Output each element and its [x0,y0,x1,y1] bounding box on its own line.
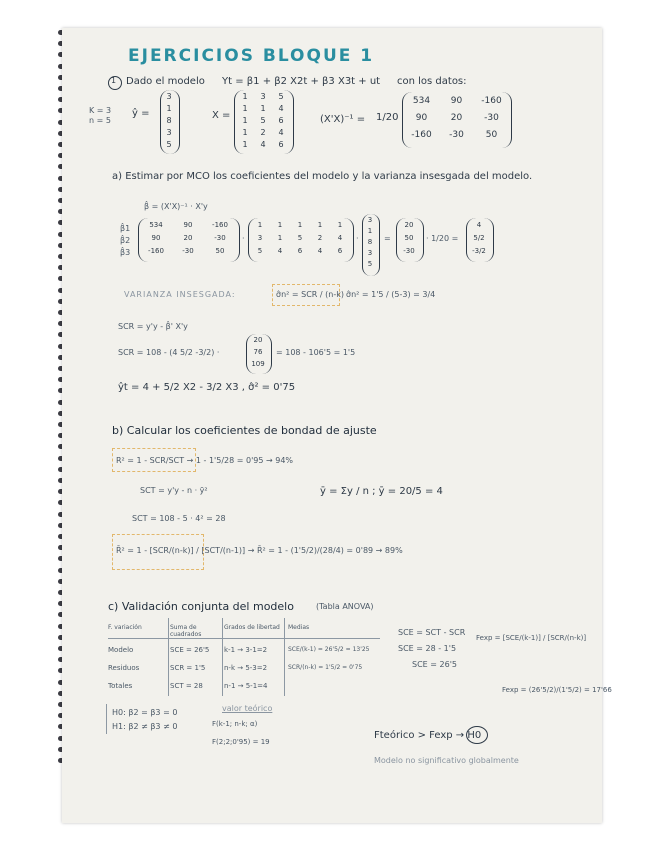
matrix-cell: 5 [166,140,172,149]
matrix-cell: 1 [317,221,323,229]
matrix-cell: 3 [166,92,172,101]
matrix-cell: 6 [278,140,284,149]
matrix-cell: 1 [242,140,248,149]
matrix-cell: 1 [277,234,283,242]
matrix-cell: -160 [411,130,432,140]
matrix-cell: 4 [278,104,284,113]
matrix-cell: 6 [297,247,303,255]
anova-header-cell: Grados de libertad [224,624,280,631]
matrix-cell: 90 [450,96,463,106]
beta3-label: β̂3 [120,248,131,257]
matrix-cell: 50 [215,247,225,255]
fexp-calc: Fexp = (26'5/2)/(1'5/2) = 17'66 [502,686,612,694]
matrix-cell: 90 [183,221,193,229]
anova-cell: SCE = 26'5 [170,646,210,654]
matrix-cell: 4 [260,140,266,149]
anova-cell: n-1 → 5-1=4 [224,682,268,690]
alt-hypothesis: H1: β2 ≠ β3 ≠ 0 [112,722,178,731]
matrix-cell: 1 [166,104,172,113]
y-label: ŷ = [132,108,150,119]
critical-line-2: F(2;2;0'95) = 19 [212,738,270,746]
matrix-cell: 3 [166,128,172,137]
matrix-cell: 4 [277,247,283,255]
matrix-cell: -30 [214,234,226,242]
matrix-cell: 76 [253,348,263,356]
notebook-page: EJERCICIOS BLOQUE 1 1 Dado el modelo Yt = β1 + β2 X2t + β3 X3t + ut con los datos: K = 3 n = 5 ŷ = 3 1 8 3 5 X = 1 3 5 1 1 4 1 5 6 1 2 4 1 4 6 (X'X)⁻¹ = 1/20 534 90 -160 90 20 -30 -160 -30 50 a) Estimar por MCO los coeficientes del modelo y la varianza insesgada del modelo. β̂ = (X'X)⁻¹ · X'y β̂1 β̂2 β̂3 534 90 -160 90 20 -30 -160 -30 50 · 1 1 1 1 1 3 1 5 2 4 5 4 6 4 6 · 3 1 8 3 5 = 20 50 -30 · 1/20 = 4 5/2 -3/2 VARIANZA INSESGADA: σ̂n² = SCR / (n-k) σ̂n² = 1'5 / (5-3) = 3/4 SCR = y'y - β̂' X'y SCR = 108 - (4 5/2 -3/2) · 20 76 109 = 108 - 106'5 = 1'5 ŷt = 4 + 5/2 X2 - 3/2 X3 , σ̂² = 0'75 b) Calcular los coeficientes de bondad de ajuste R² = 1 - SCR/SCT → 1 - 1'5/28 = 0'95 → 94% SCT = y'y - n · ȳ² ȳ = Σy / n ; ȳ = 20/5 = 4 SCT = 108 - 5 · 4² = 28 R̄² = 1 - [SCR/(n-k)] / [SCT/(n-1)] → R̄² = 1 - (1'5/2)/(28/4) = 0'89 → 89% c) Validación conjunta del modelo (Tabla ANOVA) F. variación Suma de cuadrados Grados de libertad Medias Modelo SCE = 26'5 k-1 → 3-1=2 SCE/(k-1) = 26'5/2 = 13'25 Residuos SCR = 1'5 n-k → 5-3=2 SCR/(n-k) = 1'5/2 = 0'75 Totales SCT = 28 n-1 → 5-1=4 SCE = SCT - SCR SCE = 28 - 1'5 SCE = 26'5 Fexp = [SCE/(k-1)] / [SCR/(n-k)] Fexp = (26'5/2)/(1'5/2) = 17'66 H0: β2 = β3 = 0 H1: β2 ≠ β3 ≠ 0 valor teórico F(k-1; n-k; α) F(2;2;0'95) = 19 Fteórico > Fexp → H0 Modelo no significativo globalmente [62,28,602,823]
r2-adj: R̄² = 1 - [SCR/(n-k)] / [SCT/(n-1)] → R̄² = 1 - (1'5/2)/(28/4) = 0'89 → 89% [116,546,403,555]
conclusion: Modelo no significativo globalmente [374,756,519,765]
matrix-cell: 50 [485,130,498,140]
critical-value-title: valor teórico [222,704,273,713]
matrix-cell: -160 [212,221,228,229]
matrix-cell: 1 [242,104,248,113]
x-label: X = [212,110,231,121]
xtx-inv-factor: 1/20 [376,112,399,123]
problem-number: 1 [111,76,117,85]
matrix-cell: 20 [253,336,263,344]
fitted-model: ŷt = 4 + 5/2 X2 - 3/2 X3 , σ̂² = 0'75 [118,382,296,393]
anova-cell: Totales [108,682,133,690]
matrix-cell: 5 [367,260,373,268]
sce-line-1: SCE = SCT - SCR [398,628,466,637]
xtx-inv-label: (X'X)⁻¹ = [320,114,366,125]
matrix-cell: 1 [242,116,248,125]
anova-cell: Modelo [108,646,134,654]
matrix-cell: 3 [260,92,266,101]
matrix-cell: 1 [367,227,373,235]
beta2-label: β̂2 [120,236,131,245]
matrix-cell: 5 [260,116,266,125]
matrix-cell: 90 [415,113,428,123]
anova-cell: SCE/(k-1) = 26'5/2 = 13'25 [288,646,370,653]
matrix-cell: 4 [317,247,323,255]
scr-formula: SCR = y'y - β̂' X'y [118,322,188,331]
matrix-cell: 5 [257,247,263,255]
matrix-cell: 8 [367,238,373,246]
matrix-cell: 1 [277,221,283,229]
critical-line-1: F(k-1; n-k; α) [212,720,258,728]
page-title: EJERCICIOS BLOQUE 1 [128,46,375,66]
matrix-cell: -30 [182,247,194,255]
matrix-cell: 90 [151,234,161,242]
matrix-cell: 2 [317,234,323,242]
part-a-heading: a) Estimar por MCO los coeficientes del modelo y la varianza insesgada del modelo. [112,171,533,182]
fexp-formula: Fexp = [SCE/(k-1)] / [SCR/(n-k)] [476,634,587,642]
matrix-cell: 5 [278,92,284,101]
sce-line-2: SCE = 28 - 1'5 [398,644,457,653]
table-header-divider [108,638,380,639]
matrix-cell: 8 [166,116,172,125]
matrix-cell: -160 [148,247,164,255]
anova-header-cell: Medias [288,624,310,631]
matrix-cell: 4 [337,234,343,242]
sce-line-3: SCE = 26'5 [412,660,457,669]
matrix-cell: 20 [183,234,193,242]
y-bar: ȳ = Σy / n ; ȳ = 20/5 = 4 [320,486,443,497]
matrix-cell: 3 [367,249,373,257]
anova-cell: SCR = 1'5 [170,664,206,672]
matrix-cell: 50 [404,234,414,242]
matrix-cell: 3 [367,216,373,224]
beta1-label: β̂1 [120,224,131,233]
matrix-cell: 3 [257,234,263,242]
null-hypothesis: H0: β2 = β3 = 0 [112,708,178,717]
problem-intro: Dado el modelo [126,76,205,87]
part-c-subheading: (Tabla ANOVA) [316,602,374,611]
anova-cell: SCR/(n-k) = 1'5/2 = 0'75 [288,664,363,671]
with-data-text: con los datos: [397,76,467,87]
anova-cell: k-1 → 3-1=2 [224,646,268,654]
matrix-cell: 1 [242,92,248,101]
r2-formula: R² = 1 - SCR/SCT → 1 - 1'5/28 = 0'95 → 94% [116,456,294,465]
anova-header-cell: Suma de cuadrados [170,624,202,638]
matrix-cell: 4 [278,128,284,137]
variance-formula: σ̂n² = SCR / (n-k) [276,290,344,299]
matrix-cell: 20 [404,221,414,229]
matrix-cell: -160 [481,96,502,106]
anova-header-cell: F. variación [108,624,142,631]
matrix-cell: 534 [149,221,163,229]
anova-cell: n-k → 5-3=2 [224,664,268,672]
division-factor: · 1/20 = [426,234,459,243]
matrix-cell: 1 [260,104,266,113]
sct-formula: SCT = y'y - n · ȳ² [140,486,208,495]
matrix-cell: 534 [412,96,431,106]
part-b-heading: b) Calcular los coeficientes de bondad de ajuste [112,424,377,437]
matrix-cell: -3/2 [472,247,486,255]
scr-calc-right: = 108 - 106'5 = 1'5 [276,348,356,357]
variance-label: VARIANZA INSESGADA: [124,290,236,299]
decision: Fteórico > Fexp → H0 [374,730,482,741]
matrix-cell: -30 [403,247,415,255]
model-equation: Yt = β1 + β2 X2t + β3 X3t + ut [222,76,381,87]
matrix-cell: 1 [297,221,303,229]
matrix-cell: 1 [242,128,248,137]
matrix-cell: 1 [337,221,343,229]
matrix-cell: 5 [297,234,303,242]
matrix-cell: 6 [337,247,343,255]
matrix-cell: 1 [257,221,263,229]
scr-calc-left: SCR = 108 - (4 5/2 -3/2) · [118,348,220,357]
k-value: K = 3 [89,106,112,115]
anova-cell: Residuos [108,664,140,672]
anova-cell: SCT = 28 [170,682,203,690]
sct-calc: SCT = 108 - 5 · 4² = 28 [132,514,226,523]
variance-calc: σ̂n² = 1'5 / (5-3) = 3/4 [346,290,436,299]
matrix-cell: 5/2 [473,234,485,242]
n-value: n = 5 [89,116,111,125]
matrix-cell: 109 [251,360,265,368]
matrix-cell: 6 [278,116,284,125]
matrix-cell: 4 [476,221,482,229]
matrix-cell: -30 [484,113,499,123]
beta-formula: β̂ = (X'X)⁻¹ · X'y [144,202,208,211]
matrix-cell: -30 [449,130,464,140]
h0-circle [466,726,488,744]
matrix-cell: 2 [260,128,266,137]
matrix-cell: 20 [450,113,463,123]
part-c-heading: c) Validación conjunta del modelo [108,600,294,613]
